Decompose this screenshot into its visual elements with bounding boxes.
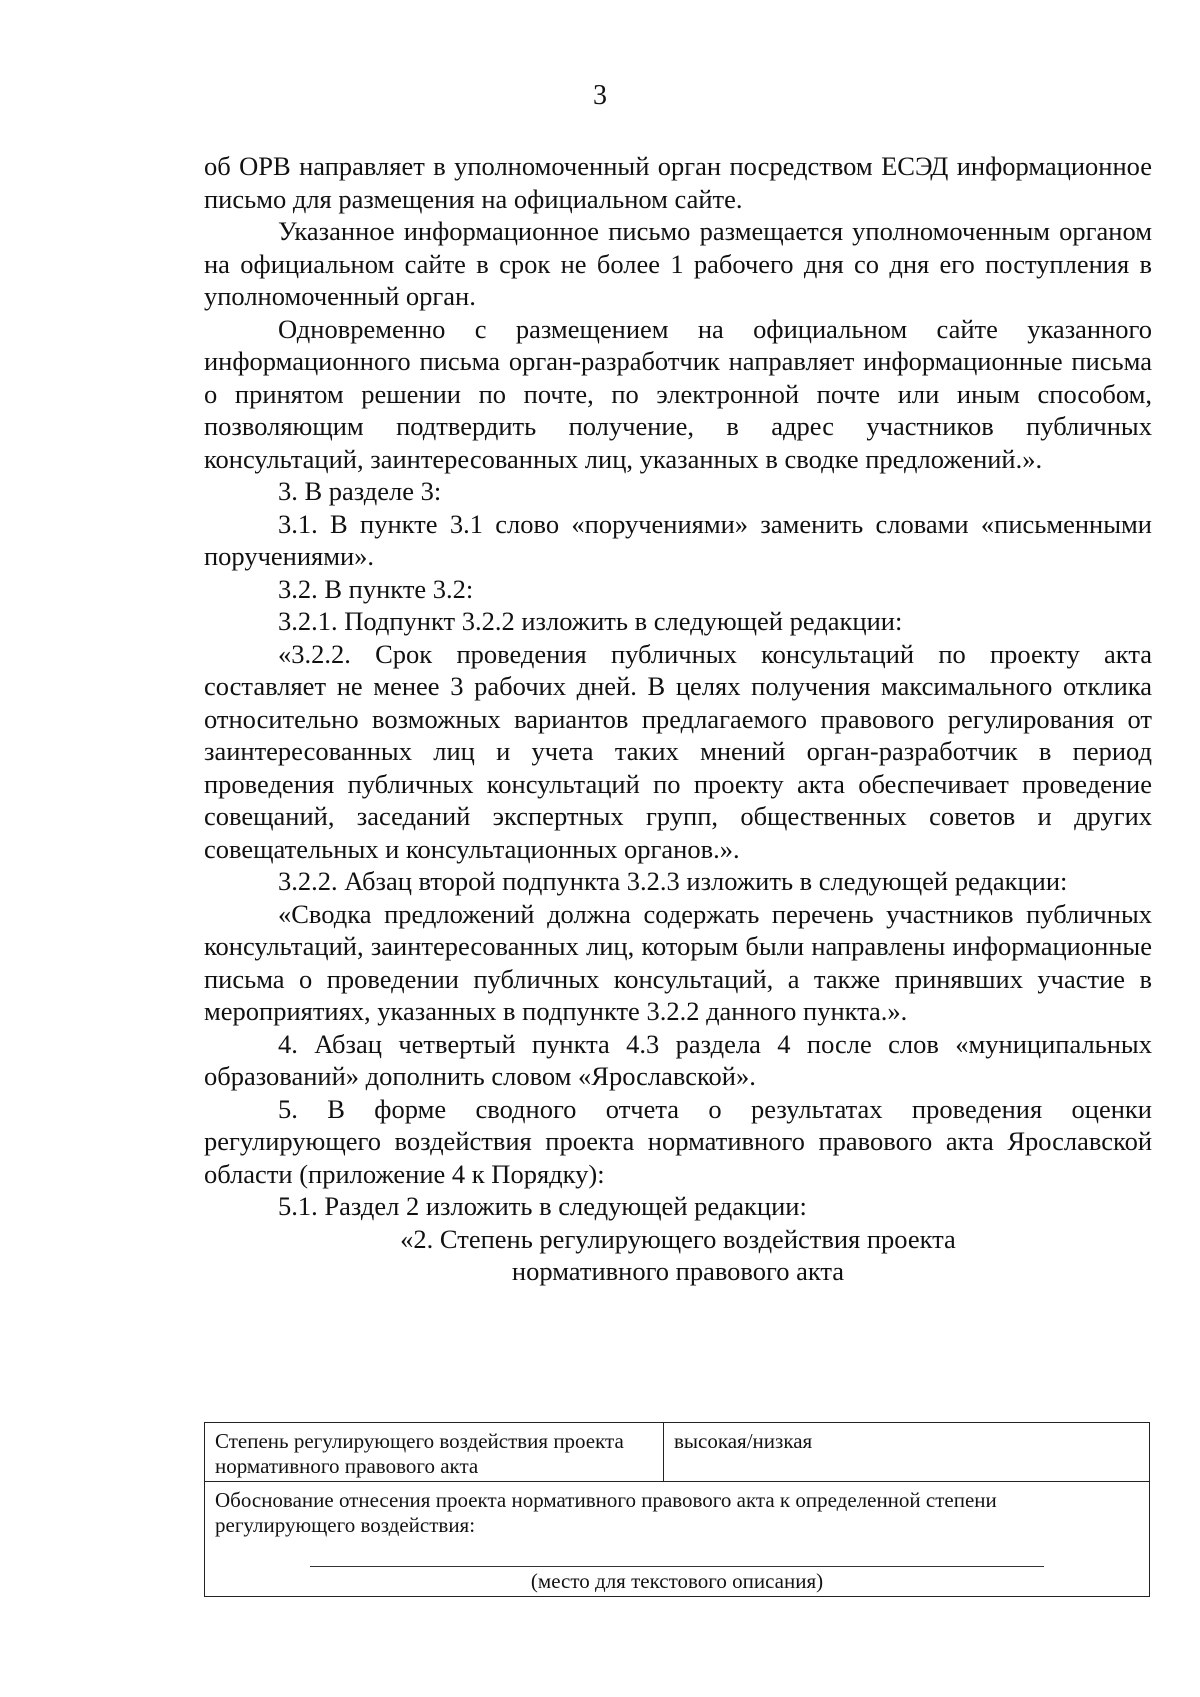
paragraph: «3.2.2. Срок проведения публичных консультаций по проекту акта составляет не менее 3 рабочих дней. В целях получения максимального отклика относительно возможных вариантов предлагаемого правового регулирования от заинтересованных лиц и учета таких мнений орган-разработчик в период проведения публичных консультаций по проекту акта обеспечивает проведение совещаний, заседаний экспертных групп, общественных советов и других совещательных и консультационных органов.». xyxy=(204,638,1152,864)
section-heading-line: «2. Степень регулирующего воздействия проекта xyxy=(400,1223,956,1254)
paragraph: 4. Абзац четвертый пункта 4.3 раздела 4 после слов «муниципальных образований» дополнить словом «Ярославской». xyxy=(204,1028,1152,1091)
paragraph: 3.2. В пункте 3.2: xyxy=(278,573,474,604)
paragraph: 3.1. В пункте 3.1 слово «поручениями» заменить словами «письменными поручениями». xyxy=(204,508,1152,571)
table-row xyxy=(205,1482,1150,1597)
text-description-placeholder: (место для текстового описания) xyxy=(310,1566,1044,1594)
paragraph: 5.1. Раздел 2 изложить в следующей редакции: xyxy=(278,1191,807,1221)
section-heading-line: нормативного правового акта xyxy=(511,1256,845,1286)
page-number: 3 xyxy=(593,80,607,111)
table-cell-impact-degree-value: высокая/низкая xyxy=(664,1423,1150,1482)
paragraph: Одновременно с размещением на официальном сайте указанного информационного письма орган-разработчик направляет информационные письма о принятом решении по почте, по электронной почте или иным способом, позволяющим подтвердить получение, в адрес участников публичных консультаций, заинтересованных лиц, указанных в сводке предложений.». xyxy=(204,313,1152,474)
table-cell-justification xyxy=(205,1482,1150,1597)
paragraph: 3. В разделе 3: xyxy=(278,476,442,506)
paragraph: Указанное информационное письмо размещается уполномоченным органом на официальном сайте в срок не более 1 рабочего дня со дня его поступления в уполномоченный орган. xyxy=(204,216,1152,311)
regulatory-impact-table xyxy=(204,1422,1150,1597)
table-cell-impact-degree-label: Степень регулирующего воздействия проекта нормативного правового акта xyxy=(205,1423,664,1482)
paragraph: «Сводка предложений должна содержать перечень участников публичных консультаций, заинтересованных лиц, которым были направлены информационные письма о проведении публичных консультаций, а также принявших участие в мероприятиях, указанных в подпункте 3.2.2 данного пункта.». xyxy=(204,898,1152,1026)
justification-label: Обоснование отнесения проекта нормативного правового акта к определенной степени регулирующего воздействия: xyxy=(215,1488,997,1537)
paragraph: 3.2.1. Подпункт 3.2.2 изложить в следующей редакции: xyxy=(278,606,903,636)
table-row xyxy=(205,1423,1150,1482)
document-body xyxy=(204,150,1152,1288)
paragraph: об ОРВ направляет в уполномоченный орган посредством ЕСЭД информационное письмо для размещения на официальном сайте. xyxy=(204,151,1152,214)
paragraph: 5. В форме сводного отчета о результатах проведения оценки регулирующего воздействия проекта нормативного правового акта Ярославской области (приложение 4 к Порядку): xyxy=(204,1093,1152,1189)
paragraph: 3.2.2. Абзац второй подпункта 3.2.3 изложить в следующей редакции: xyxy=(278,866,1068,896)
